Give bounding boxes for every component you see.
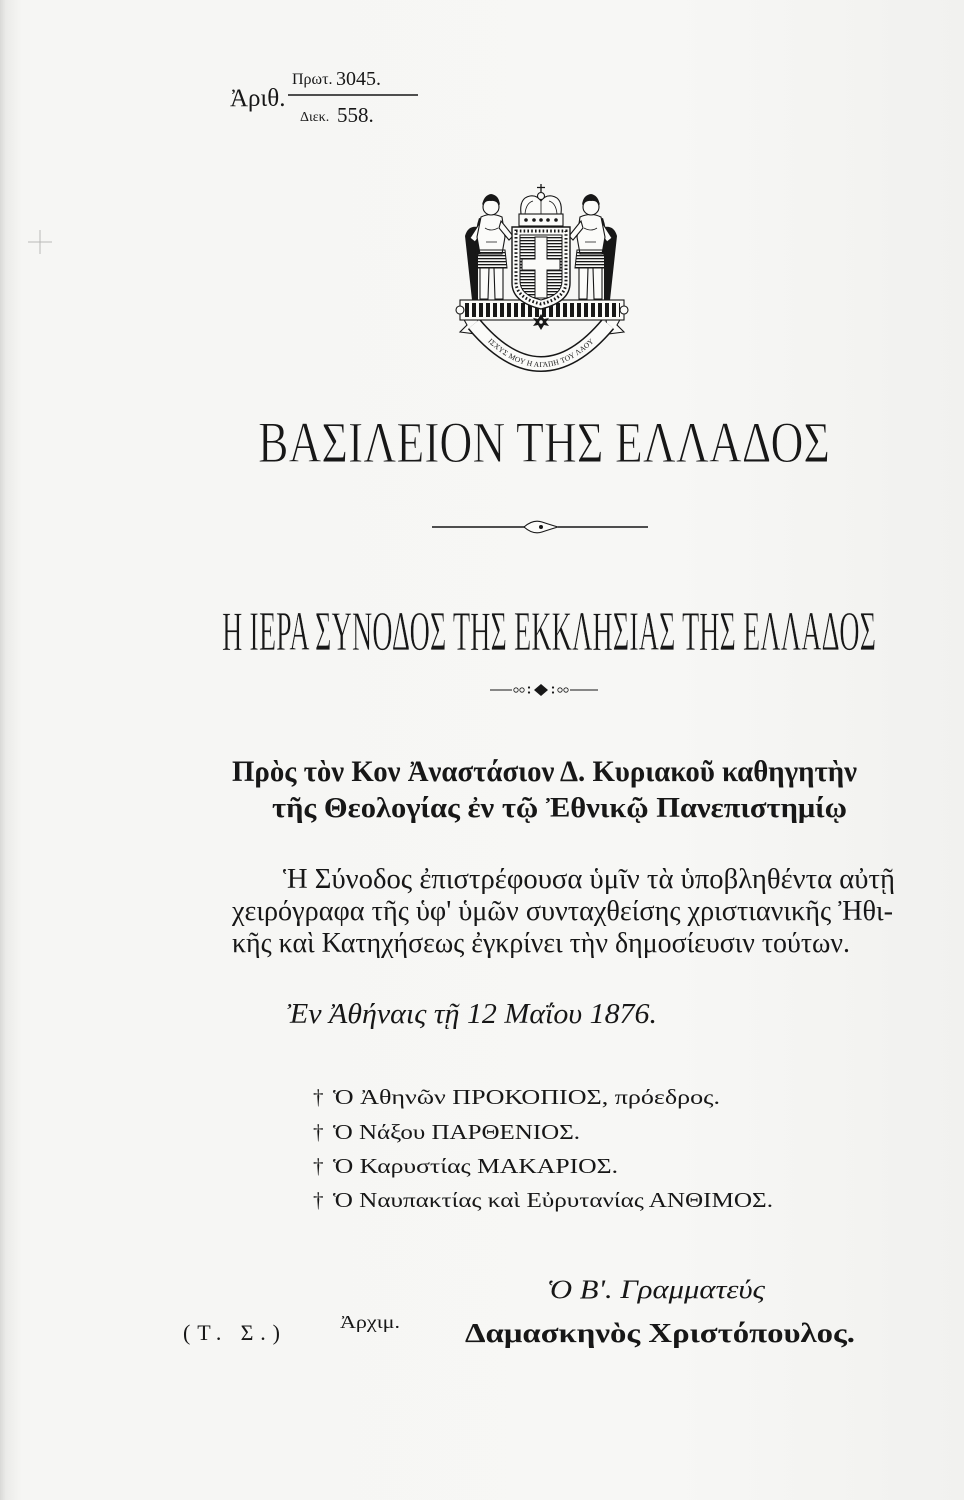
base-scroll-left	[456, 306, 464, 314]
signatory-line	[313, 1085, 720, 1109]
base-scroll-right	[620, 306, 628, 314]
signatory-cross: †	[313, 1120, 324, 1144]
dispatch-number: 558.	[337, 103, 374, 127]
motto-text-path: ΙΣΧΥΣ ΜΟΥ Η ΑΓΑΠΗ ΤΟΥ ΛΑΟΥ	[486, 336, 596, 370]
crown-icon	[519, 184, 563, 226]
ornament-ring	[520, 688, 524, 692]
signatory-cross: †	[313, 1188, 324, 1212]
addressee-line-2: τῆς Θεολογίας ἐν τῷ Ἐθνικῷ Πανεπιστημίῳ	[272, 793, 847, 824]
small-ornament	[490, 684, 598, 696]
body-line: Ἡ Σύνοδος ἐπιστρέφουσα ὑμῖν τὰ ὑποβληθέντα αὐτῇ	[283, 863, 895, 895]
signatory-cross: †	[313, 1154, 324, 1178]
supporter-left-icon	[465, 194, 513, 300]
supporter-right-icon	[569, 194, 617, 300]
secretary-name: Δαμασκηνὸς Χριστόπουλος.	[465, 1318, 855, 1348]
reference-block	[230, 68, 418, 127]
secretary-title: Ὁ Β'. Γραμματεύς	[547, 1275, 766, 1304]
signatory-name: Ὁ Ναυπακτίας καὶ Εὐρυτανίας ΑΝΘΙΜΟΣ.	[333, 1188, 773, 1212]
crown-orb	[538, 193, 545, 200]
signatory-line	[313, 1188, 773, 1212]
ornament-ring	[558, 688, 562, 692]
signatory-line	[313, 1120, 580, 1144]
signatory-line	[313, 1154, 618, 1178]
signatory-name: Ὁ Νάξου ΠΑΡΘΕΝΙΟΣ.	[333, 1120, 580, 1144]
authority-heading: Η ΙΕΡΑ ΣΥΝΟΔΟΣ ΤΗΣ ΕΚΚΛΗΣΙΑΣ ΤΗΣ ΕΛΛΑΔΟΣ	[222, 601, 876, 663]
signatory-name: Ὁ Καρυστίας ΜΑΚΑΡΙΟΣ.	[333, 1154, 618, 1178]
signatories-list	[313, 1085, 773, 1212]
protocol-number: 3045.	[336, 68, 381, 90]
crown-cross-icon	[537, 184, 545, 192]
body-line: κῆς καὶ Κατηχήσεως ἐγκρίνει τὴν δημοσίευσιν τούτων.	[232, 927, 850, 959]
signatory-cross: †	[313, 1085, 324, 1109]
reference-label: Ἀριθ.	[230, 85, 286, 112]
ornamental-rule	[432, 521, 648, 533]
ornament-dot	[528, 686, 530, 688]
seal-mark: (Τ. Σ.)	[183, 1320, 280, 1345]
ornament-ring	[514, 688, 518, 692]
ornament-dot	[528, 691, 530, 693]
ornament-dot	[552, 691, 554, 693]
shield-icon	[512, 227, 570, 309]
body-paragraph	[231, 863, 895, 959]
addressee-block	[232, 755, 858, 824]
ornament-ring	[564, 688, 568, 692]
issue-date: Ἐν Ἀθήναις τῇ 12 Μαΐου 1876.	[287, 999, 657, 1030]
body-line: χειρόγραφα τῆς ὑφ' ὑμῶν συνταχθείσης χριστιανικῆς Ἠθι-	[231, 895, 893, 927]
ornament-dot	[552, 686, 554, 688]
signatory-name: Ὁ Ἀθηνῶν ΠΡΟΚΟΠΙΟΣ, πρόεδρος.	[333, 1085, 720, 1109]
ornament-diamond-icon	[534, 684, 548, 696]
addressee-line-1: Πρὸς τὸν Κον Ἀναστάσιον Δ. Κυριακοῦ καθηγητὴν	[232, 755, 858, 788]
secretary-block	[183, 1275, 855, 1348]
protocol-label: Πρωτ.	[292, 71, 333, 88]
kingdom-title: ΒΑΣΙΛΕΙΟΝ ΤΗΣ ΕΛΛΑΔΟΣ	[258, 410, 830, 475]
dispatch-label: Διεκ.	[300, 110, 330, 125]
rule-dot	[539, 525, 543, 529]
registration-mark	[28, 230, 52, 254]
coat-of-arms-icon	[456, 184, 628, 369]
secretary-rank: Ἀρχιμ.	[340, 1312, 400, 1332]
